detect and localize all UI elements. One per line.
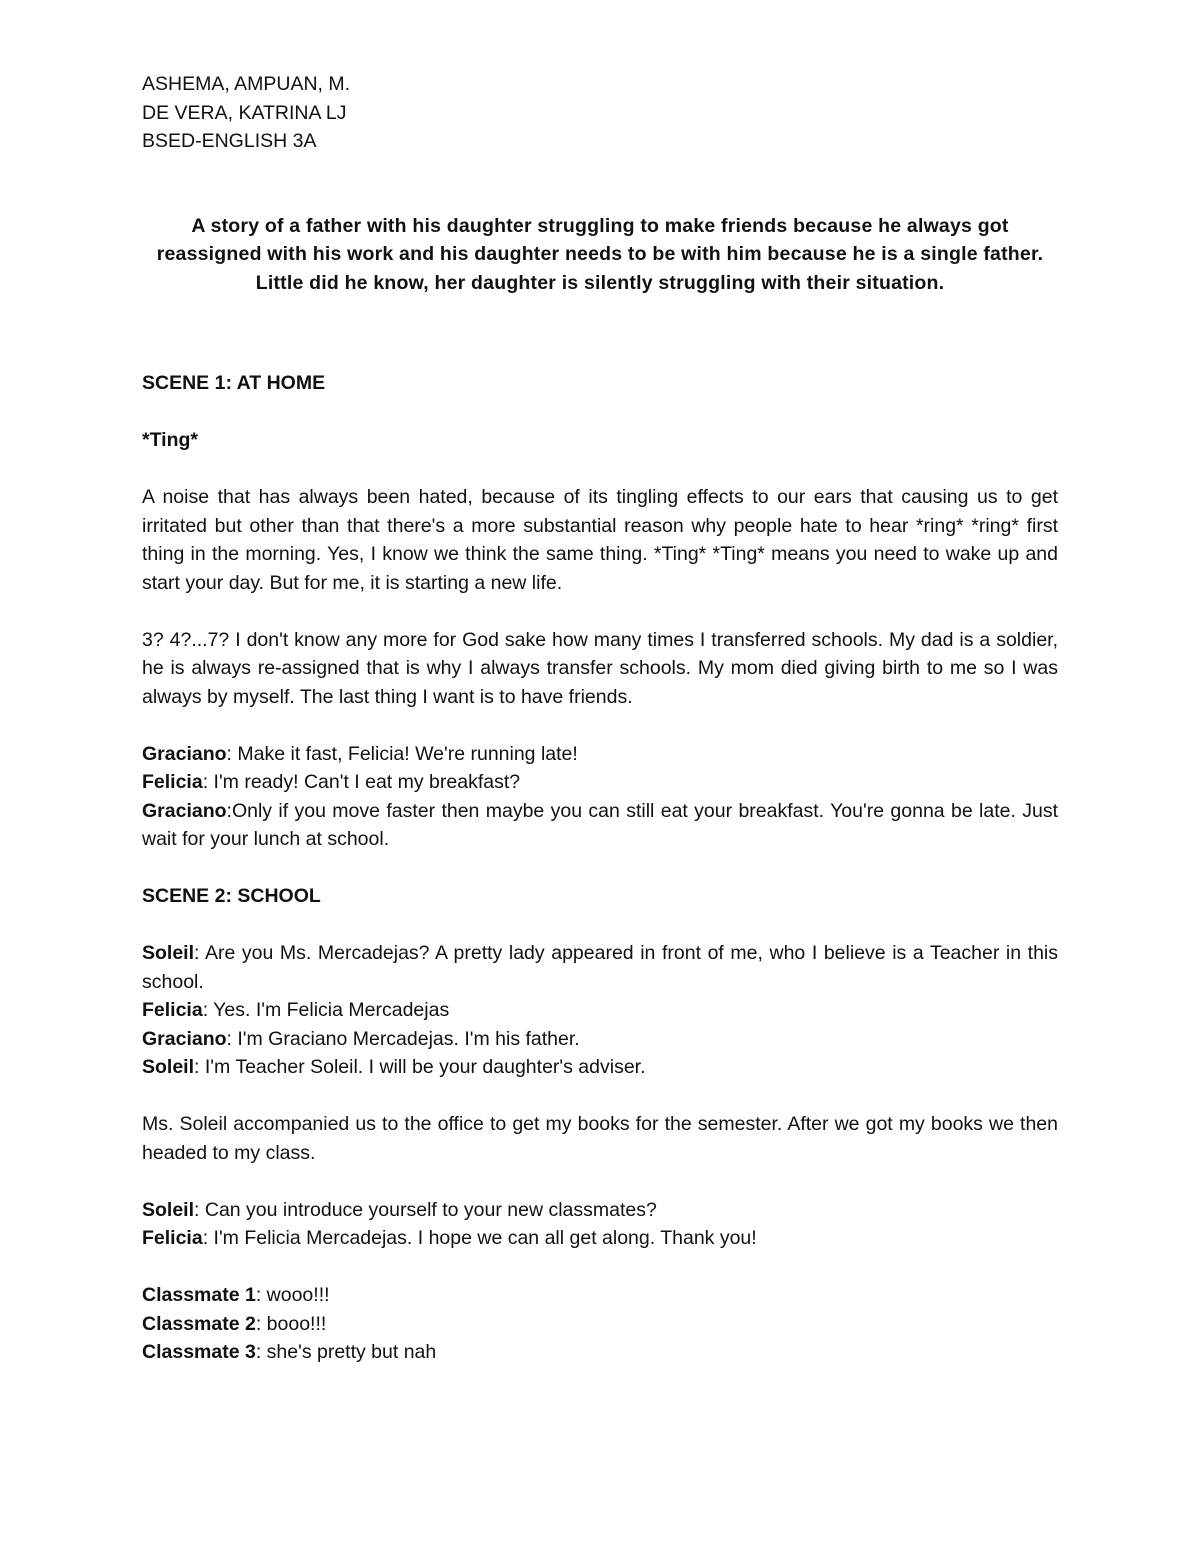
narration-paragraph: Ms. Soleil accompanied us to the office to get my books for the semester. After we got my books we then headed to my class. <box>142 1113 1058 1164</box>
scene-2-title: SCENE 2: SCHOOL <box>142 885 321 907</box>
dialogue-line <box>142 768 1058 797</box>
dialogue-text: : Are you Ms. Mercadejas? A pretty lady appeared in front of me, who I believe is a Teacher in this school. <box>142 942 1058 993</box>
speaker-name: Felicia <box>142 1227 203 1249</box>
sound-effect: *Ting* <box>142 429 198 451</box>
scene-1-section <box>142 369 1058 854</box>
dialogue-text: :Only if you move faster then maybe you can still eat your breakfast. You're gonna be late. Just wait for your lunch at school. <box>142 799 1058 850</box>
dialogue-line <box>142 1310 1058 1339</box>
speaker-name: Soleil <box>142 1056 195 1078</box>
speaker-name: Classmate 2 <box>142 1312 256 1335</box>
speaker-name: Graciano <box>142 799 227 822</box>
dialogue-line <box>142 1196 1058 1225</box>
dialogue-line <box>142 797 1058 854</box>
dialogue-block <box>142 1281 1058 1367</box>
dialogue-text: : Make it fast, Felicia! We're running late! <box>226 742 578 765</box>
dialogue-line <box>142 1338 1058 1367</box>
dialogue-text: : I'm ready! Can't I eat my breakfast? <box>202 771 521 793</box>
dialogue-line <box>142 939 1058 996</box>
narration-paragraph: 3? 4?...7? I don't know any more for God sake how many times I transferred schools. My dad is a soldier, he is always re-assigned that is why I always transfer schools. My mom died giving birth to me so I was always by myself. The last thing I want is to have friends. <box>142 628 1058 708</box>
dialogue-block <box>142 740 1058 854</box>
document-body <box>142 70 1058 1395</box>
dialogue-text: : Can you introduce yourself to your new classmates? <box>194 1198 657 1221</box>
dialogue-text: : she's pretty but nah <box>255 1341 437 1363</box>
dialogue-line <box>142 1053 1058 1082</box>
dialogue-text: : wooo!!! <box>255 1284 330 1306</box>
speaker-name: Graciano <box>142 1027 227 1050</box>
author-line-1: ASHEMA, AMPUAN, M. <box>142 73 351 95</box>
dialogue-line <box>142 1224 1058 1253</box>
story-summary: A story of a father with his daughter struggling to make friends because he always got reassigned with his work and his daughter needs to be with him because he is a single father. Little did he know, her daughter is silently struggling with their situation. <box>156 214 1044 294</box>
course-line: BSED-ENGLISH 3A <box>142 130 317 152</box>
dialogue-text: : Yes. I'm Felicia Mercadejas <box>202 999 450 1021</box>
dialogue-text: : I'm Graciano Mercadejas. I'm his father. <box>226 1027 580 1050</box>
dialogue-line <box>142 740 1058 769</box>
speaker-name: Soleil <box>142 1198 195 1221</box>
scene-1-title: SCENE 1: AT HOME <box>142 372 326 394</box>
speaker-name: Graciano <box>142 742 227 765</box>
author-header <box>142 70 1058 156</box>
speaker-name: Soleil <box>142 942 195 964</box>
dialogue-line <box>142 1025 1058 1054</box>
dialogue-block <box>142 939 1058 1082</box>
dialogue-text: : booo!!! <box>255 1312 327 1335</box>
speaker-name: Classmate 1 <box>142 1284 256 1306</box>
dialogue-line <box>142 996 1058 1025</box>
narration-paragraph: A noise that has always been hated, because of its tingling effects to our ears that causing us to get irritated but other than that there's a more substantial reason why people hate to hear *ring* *ring* first thing in the morning. Yes, I know we think the same thing. *Ting* *Ting* means you need to wake up and start your day. But for me, it is starting a new life. <box>142 486 1058 594</box>
dialogue-line <box>142 1281 1058 1310</box>
speaker-name: Felicia <box>142 999 203 1021</box>
author-line-2: DE VERA, KATRINA LJ <box>142 101 347 124</box>
speaker-name: Felicia <box>142 771 203 793</box>
scene-2-section <box>142 882 1058 1367</box>
dialogue-block <box>142 1196 1058 1253</box>
speaker-name: Classmate 3 <box>142 1341 256 1363</box>
dialogue-text: : I'm Felicia Mercadejas. I hope we can all get along. Thank you! <box>202 1227 757 1249</box>
dialogue-text: : I'm Teacher Soleil. I will be your daughter's adviser. <box>194 1056 646 1078</box>
